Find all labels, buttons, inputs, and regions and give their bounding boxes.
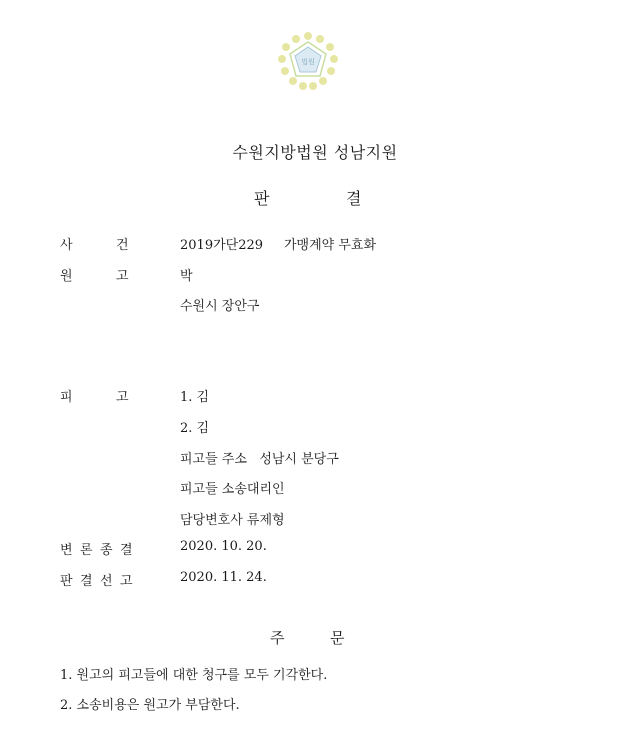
label-char: 피 bbox=[60, 390, 73, 405]
court-name: 수원지방법원 성남지원 bbox=[232, 143, 398, 162]
section-title-char: 문 bbox=[330, 629, 345, 647]
label-char: 건 bbox=[116, 238, 129, 253]
defendant-name-1: 1. 김 bbox=[180, 390, 210, 405]
label-char: 결 bbox=[120, 543, 133, 558]
label-char: 종 bbox=[100, 543, 113, 558]
label-char: 고 bbox=[120, 574, 133, 589]
judgment-date: 2020. 11. 24. bbox=[180, 570, 267, 585]
label-char: 결 bbox=[80, 574, 93, 589]
defendant-attorney: 담당변호사 류제형 bbox=[180, 513, 285, 528]
doc-title-char: 결 bbox=[346, 189, 362, 208]
plaintiff-name: 박 bbox=[180, 269, 193, 284]
case-name: 가맹계약 무효화 bbox=[284, 238, 377, 253]
label-char: 고 bbox=[116, 269, 129, 284]
label-char: 론 bbox=[80, 543, 93, 558]
section-title-char: 주 bbox=[270, 629, 285, 647]
label-char: 사 bbox=[60, 238, 73, 253]
label-char: 고 bbox=[116, 390, 129, 405]
order-item-1: 1. 원고의 피고들에 대한 청구를 모두 기각한다. bbox=[60, 668, 328, 683]
defendant-address: 피고들 주소 성남시 분당구 bbox=[180, 452, 339, 467]
court-emblem-icon bbox=[276, 30, 340, 90]
defendant-name-2: 2. 김 bbox=[180, 421, 210, 436]
defendant-counsel: 피고들 소송대리인 bbox=[180, 482, 285, 497]
order-item-2: 2. 소송비용은 원고가 부담한다. bbox=[60, 698, 240, 713]
label-char: 선 bbox=[100, 574, 113, 589]
label-char: 변 bbox=[60, 543, 73, 558]
hearing-end-date: 2020. 10. 20. bbox=[180, 539, 267, 554]
doc-title-char: 판 bbox=[254, 189, 270, 208]
plaintiff-address: 수원시 장안구 bbox=[180, 299, 260, 314]
case-number: 2019가단229 bbox=[180, 238, 264, 253]
label-char: 원 bbox=[60, 269, 73, 284]
label-char: 판 bbox=[60, 574, 73, 589]
svg-text:법원: 법원 bbox=[301, 58, 315, 66]
